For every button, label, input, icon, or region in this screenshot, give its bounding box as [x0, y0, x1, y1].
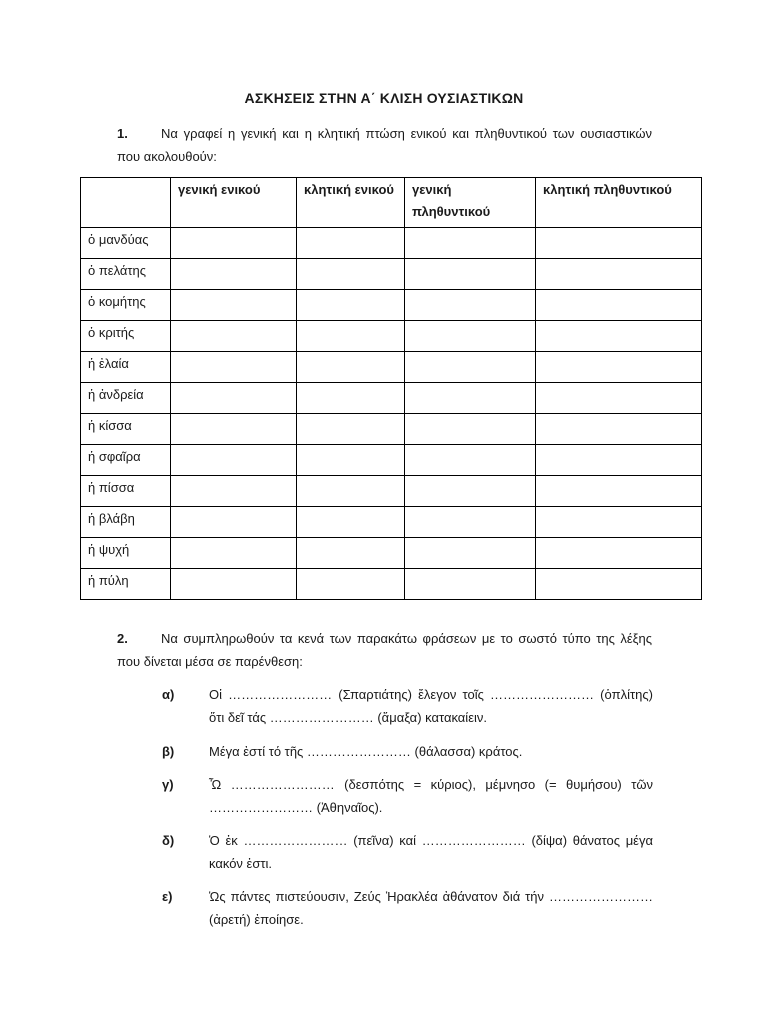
item-label: α)	[162, 687, 175, 702]
item-label: δ)	[162, 833, 175, 848]
answer-cell[interactable]	[405, 228, 536, 259]
noun-cell: ἡ πίσσα	[81, 476, 171, 507]
answer-cell[interactable]	[171, 414, 297, 445]
header-genitive-singular: γενική ενικού	[171, 178, 297, 228]
table-row	[81, 228, 702, 259]
table-row	[81, 352, 702, 383]
noun-cell: ἡ βλάβη	[81, 507, 171, 538]
item-text: Ὦ …………………… (δεσπότης = κύριος), μέμνησο (= θυμήσου) τῶν …………………… (Ἀθηναῖος).	[209, 777, 653, 815]
answer-cell[interactable]	[171, 569, 297, 600]
answer-cell[interactable]	[536, 538, 702, 569]
item-label: γ)	[162, 777, 174, 792]
item-label: β)	[162, 744, 175, 759]
declension-table	[80, 177, 702, 600]
answer-cell[interactable]	[171, 538, 297, 569]
table-header-row	[81, 178, 702, 228]
exercise-1-text: Να γραφεί η γενική και η κλητική πτώση ενικού και πληθυντικού των ουσιαστικών που ακολουθούν:	[117, 126, 652, 164]
header-empty	[81, 178, 171, 228]
table-row	[81, 383, 702, 414]
answer-cell[interactable]	[405, 569, 536, 600]
answer-cell[interactable]	[297, 476, 405, 507]
item-text: Μέγα ἐστί τό τῆς …………………… (θάλασσα) κράτος.	[209, 744, 523, 759]
exercise-1-number: 1.	[117, 126, 128, 141]
noun-cell: ἡ σφαῖρα	[81, 445, 171, 476]
answer-cell[interactable]	[405, 352, 536, 383]
noun-cell: ἡ ἀνδρεία	[81, 383, 171, 414]
noun-cell: ἡ κίσσα	[81, 414, 171, 445]
answer-cell[interactable]	[405, 507, 536, 538]
answer-cell[interactable]	[405, 259, 536, 290]
page-title: ΑΣΚΗΣΕΙΣ ΣΤΗΝ Α΄ ΚΛΙΣΗ ΟΥΣΙΑΣΤΙΚΩΝ	[244, 90, 524, 106]
answer-cell[interactable]	[536, 414, 702, 445]
answer-cell[interactable]	[171, 352, 297, 383]
answer-cell[interactable]	[297, 259, 405, 290]
answer-cell[interactable]	[536, 383, 702, 414]
answer-cell[interactable]	[171, 476, 297, 507]
noun-cell: ὁ κριτής	[81, 321, 171, 352]
item-text: Ὡς πάντες πιστεύουσιν, Ζεύς Ἡρακλέα ἀθάνατον διά τήν …………………… (ἀρετή) ἐποίησε.	[209, 889, 653, 927]
answer-cell[interactable]	[536, 507, 702, 538]
exercise-2-instruction	[117, 627, 652, 673]
table-row	[81, 476, 702, 507]
noun-cell: ὁ πελάτης	[81, 259, 171, 290]
item-label: ε)	[162, 889, 173, 904]
answer-cell[interactable]	[171, 259, 297, 290]
header-genitive-plural: γενική πληθυντικού	[405, 178, 536, 228]
table-row	[81, 321, 702, 352]
answer-cell[interactable]	[405, 538, 536, 569]
answer-cell[interactable]	[171, 321, 297, 352]
item-text: Ὁ ἐκ …………………… (πεῖνα) καί …………………… (δίψα) θάνατος μέγα κακόν ἐστι.	[209, 833, 653, 871]
answer-cell[interactable]	[297, 321, 405, 352]
answer-cell[interactable]	[536, 321, 702, 352]
table-row	[81, 259, 702, 290]
answer-cell[interactable]	[297, 538, 405, 569]
table-row	[81, 507, 702, 538]
answer-cell[interactable]	[405, 476, 536, 507]
answer-cell[interactable]	[171, 507, 297, 538]
answer-cell[interactable]	[297, 290, 405, 321]
answer-cell[interactable]	[297, 383, 405, 414]
answer-cell[interactable]	[536, 445, 702, 476]
answer-cell[interactable]	[171, 445, 297, 476]
answer-cell[interactable]	[405, 445, 536, 476]
table-row	[81, 445, 702, 476]
noun-cell: ἡ ψυχή	[81, 538, 171, 569]
answer-cell[interactable]	[405, 321, 536, 352]
exercise-2-number: 2.	[117, 631, 128, 646]
answer-cell[interactable]	[405, 414, 536, 445]
answer-cell[interactable]	[171, 228, 297, 259]
answer-cell[interactable]	[536, 228, 702, 259]
answer-cell[interactable]	[297, 507, 405, 538]
answer-cell[interactable]	[405, 383, 536, 414]
answer-cell[interactable]	[297, 414, 405, 445]
header-vocative-singular: κλητική ενικού	[297, 178, 405, 228]
answer-cell[interactable]	[536, 259, 702, 290]
answer-cell[interactable]	[405, 290, 536, 321]
exercise-2-text: Να συμπληρωθούν τα κενά των παρακάτω φράσεων με το σωστό τύπο της λέξης που δίνεται μέσα σε παρένθεση:	[117, 631, 652, 669]
answer-cell[interactable]	[171, 383, 297, 414]
answer-cell[interactable]	[297, 445, 405, 476]
table-row	[81, 290, 702, 321]
answer-cell[interactable]	[536, 352, 702, 383]
exercise-1-instruction	[117, 122, 652, 168]
answer-cell[interactable]	[297, 352, 405, 383]
table-row	[81, 569, 702, 600]
header-vocative-plural: κλητική πληθυντικού	[536, 178, 702, 228]
answer-cell[interactable]	[171, 290, 297, 321]
answer-cell[interactable]	[297, 569, 405, 600]
noun-cell: ὁ μανδύας	[81, 228, 171, 259]
table-row	[81, 538, 702, 569]
noun-cell: ἡ πύλη	[81, 569, 171, 600]
answer-cell[interactable]	[536, 476, 702, 507]
table-row	[81, 414, 702, 445]
answer-cell[interactable]	[297, 228, 405, 259]
noun-cell: ὁ κομήτης	[81, 290, 171, 321]
noun-cell: ἡ ἐλαία	[81, 352, 171, 383]
item-text: Οἱ …………………… (Σπαρτιάτης) ἔλεγον τοῖς …………………… (ὁπλίτης) ὅτι δεῖ τάς …………………… (ἅμαξα) κατακαίειν.	[209, 687, 653, 725]
answer-cell[interactable]	[536, 569, 702, 600]
answer-cell[interactable]	[536, 290, 702, 321]
